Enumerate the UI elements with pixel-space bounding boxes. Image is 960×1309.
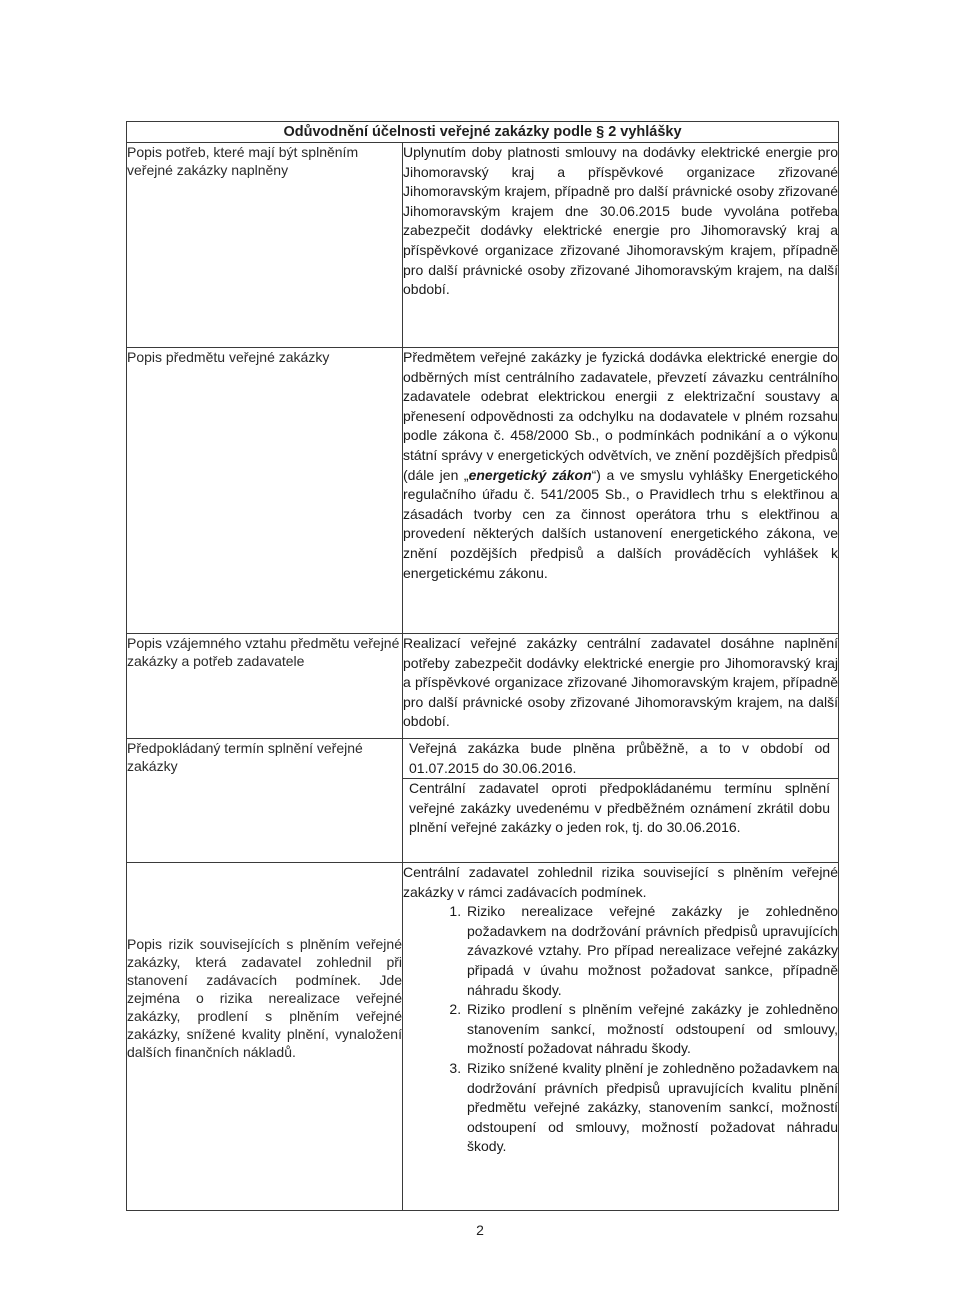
row-label: Předpokládaný termín splnění veřejné zakázky — [127, 740, 363, 774]
list-item: 1. Riziko nerealizace veřejné zakázky je zohledněno požadavkem na dodržování právních předpisů upravujících závazkové vztahy. Pro případ nerealizace veřejné zakázky připadá v úvahu možnost požadovat sankce, případně náhradu škody. — [465, 902, 838, 1000]
row-label-cell — [127, 143, 403, 348]
table-row — [127, 863, 839, 1211]
list-item: 2. Riziko prodlení s plněním veřejné zakázky je zohledněno stanovením sankcí, možností odstoupení od smlouvy, možností požadovat náhradu škody. — [465, 1000, 838, 1059]
text-before: Předmětem veřejné zakázky je fyzická dodávka elektrické energie do odběrných míst centrálního zadavatele, převzetí závazku centrálního zadavatele odebrat elektrickou energii z elektrizační soustavy a přenesení odpovědnosti za odchylku na dodavatele v plném rozsahu podle zákona č. 458/2000 Sb., o podmínkách podnikání a o výkonu státní správy v energetických odvětvích, ve znění pozdějších předpisů (dále jen „ — [403, 349, 839, 483]
row-label: Popis rizik souvisejících s plněním veřejné zakázky, která zadavatel zohlednil při stanovení zadávacích podmínek. Jde zejména o rizika nerealizace veřejné zakázky, prodlení s plněním veřejné zakázky, snížené kvality plnění, vynaložení dalších finančních nákladů. — [127, 936, 402, 1060]
table-row — [127, 143, 839, 348]
justification-table — [126, 121, 839, 1211]
page-number: 2 — [476, 1222, 484, 1238]
row-text: Centrální zadavatel zohlednil rizika související s plněním veřejné zakázky v rámci zadávacích podmínek. — [403, 864, 839, 900]
row-label: Popis předmětu veřejné zakázky — [127, 349, 330, 365]
table-row — [127, 348, 839, 634]
list-item: 3. Riziko snížené kvality plnění je zohledněno požadavkem na dodržování právních předpisů upravujících kvalitu plnění předmětu veřejné zakázky, stanovením sankcí, možností odstoupení od smlouvy, možností požadovat náhradu škody. — [465, 1059, 838, 1157]
row-text — [403, 348, 838, 583]
emphasized-term: energetický zákon — [468, 466, 592, 483]
row-label-cell — [127, 348, 403, 634]
row-label-cell — [127, 634, 403, 739]
row-label: Popis vzájemného vztahu předmětu veřejné zakázky a potřeb zadavatele — [127, 635, 400, 669]
row-value-cell — [403, 348, 839, 634]
risk-list — [403, 902, 838, 1157]
row-value-cell — [403, 863, 839, 1211]
row-value-cell — [403, 634, 839, 739]
table-row — [127, 634, 839, 739]
row-text: Realizací veřejné zakázky centrální zadavatel dosáhne naplnění potřeby zabezpečit dodávky elektrické energie pro Jihomoravský kraj a příspěvkové organizace zřizované Jihomoravským krajem, případně pro další právnické osoby zřizované Jihomoravským krajem, na další období. — [403, 635, 839, 730]
text-after: “) a ve smyslu vyhlášky Energetického regulačního úřadu č. 541/2005 Sb., o Pravidlech trhu s elektřinou a zásadách tvorby cen za činnost operátora trhu s elektřinou a provedení některých dalších ustanovení energetického zákona, ve znění pozdějších předpisů a dalších prováděcích vyhlášek k energetickému zákonu. — [403, 466, 839, 581]
table-row — [127, 739, 839, 863]
row-label: Popis potřeb, které mají být splněním veřejné zakázky naplněny — [127, 144, 359, 178]
row-text: Veřejná zakázka bude plněna průběžně, a to v období od 01.07.2015 do 30.06.2016. — [403, 739, 838, 779]
row-label-cell — [127, 863, 403, 1211]
row-text: Uplynutím doby platnosti smlouvy na dodávky elektrické energie pro Jihomoravský kraj a příspěvkové organizace zřizované Jihomoravským krajem, případně pro další právnické osoby zřizované Jihomoravským krajem dne 30.06.2015 bude vyvolána potřeba zabezpečit dodávky elektrické energie pro Jihomoravský kraj a příspěvkové organizace zřizované Jihomoravským krajem, případně pro další právnické osoby zřizované Jihomoravským krajem, na další období. — [403, 144, 839, 298]
table-heading: Odůvodnění účelnosti veřejné zakázky podle § 2 vyhlášky — [127, 122, 839, 143]
row-value-cell — [403, 739, 839, 863]
row-value-cell — [403, 143, 839, 348]
row-text: Centrální zadavatel oproti předpokládanému termínu splnění veřejné zakázky uvedenému v předběžném oznámení zkrátil dobu plnění veřejné zakázky o jeden rok, tj. do 30.06.2016. — [409, 780, 831, 836]
row-label-cell — [127, 739, 403, 863]
